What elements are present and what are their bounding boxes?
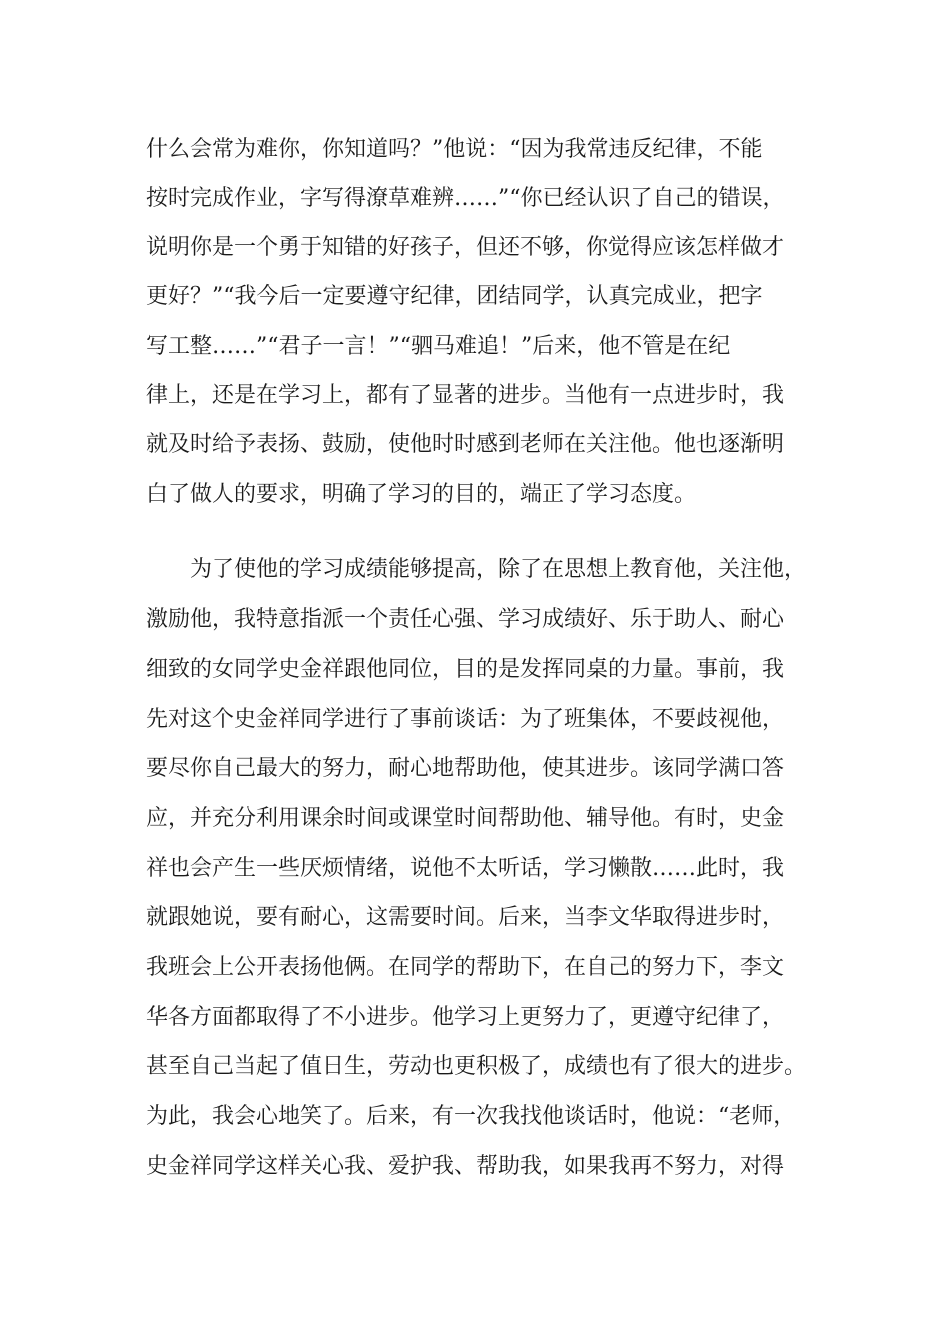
paragraph-line: 史金祥同学这样关心我、爱护我、帮助我，如果我再不努力，对得 — [146, 1154, 785, 1179]
paragraph-line: 华各方面都取得了不小进步。他学习上更努力了，更遵守纪律了， — [146, 1005, 785, 1030]
paragraph-line: 祥也会产生一些厌烦情绪，说他不太听话，学习懒散……此时，我 — [146, 856, 785, 881]
paragraph-line: 说明你是一个勇于知错的好孩子，但还不够，你觉得应该怎样做才 — [146, 235, 785, 260]
paragraph-line: 律上，还是在学习上，都有了显著的进步。当他有一点进步时，我 — [146, 383, 785, 408]
paragraph-line: 先对这个史金祥同学进行了事前谈话：为了班集体，不要歧视他， — [146, 707, 785, 732]
paragraph-line: 甚至自己当起了值日生，劳动也更积极了，成绩也有了很大的进步。 — [146, 1054, 807, 1079]
paragraph-line: 写工整……”“君子一言！”“驷马难追！”后来，他不管是在纪 — [146, 334, 731, 359]
paragraph-line: 应，并充分利用课余时间或课堂时间帮助他、辅导他。有时，史金 — [146, 806, 785, 831]
paragraph-line: 细致的女同学史金祥跟他同位，目的是发挥同桌的力量。事前，我 — [146, 657, 785, 682]
paragraph-line: 就及时给予表扬、鼓励，使他时时感到老师在关注他。他也逐渐明 — [146, 432, 785, 457]
paragraph-line: 为了使他的学习成绩能够提高，除了在思想上教育他，关注他， — [190, 557, 807, 582]
paragraph-line: 什么会常为难你，你知道吗？”他说：“因为我常违反纪律，不能 — [146, 137, 763, 162]
paragraph-line: 我班会上公开表扬他俩。在同学的帮助下，在自己的努力下，李文 — [146, 955, 785, 980]
paragraph-line: 按时完成作业，字写得潦草难辨……”“你已经认识了自己的错误， — [146, 186, 785, 211]
paragraph-line: 激励他，我特意指派一个责任心强、学习成绩好、乐于助人、耐心 — [146, 607, 785, 632]
paragraph-line: 就跟她说，要有耐心，这需要时间。后来，当李文华取得进步时， — [146, 905, 785, 930]
paragraph-line: 要尽你自己最大的努力，耐心地帮助他，使其进步。该同学满口答 — [146, 756, 785, 781]
paragraph-line: 为此，我会心地笑了。后来，有一次我找他谈话时，他说：“老师， — [146, 1104, 796, 1129]
paragraph-line: 更好？”“我今后一定要遵守纪律，团结同学，认真完成业，把字 — [146, 284, 763, 309]
paragraph-line: 白了做人的要求，明确了学习的目的，端正了学习态度。 — [146, 482, 697, 507]
